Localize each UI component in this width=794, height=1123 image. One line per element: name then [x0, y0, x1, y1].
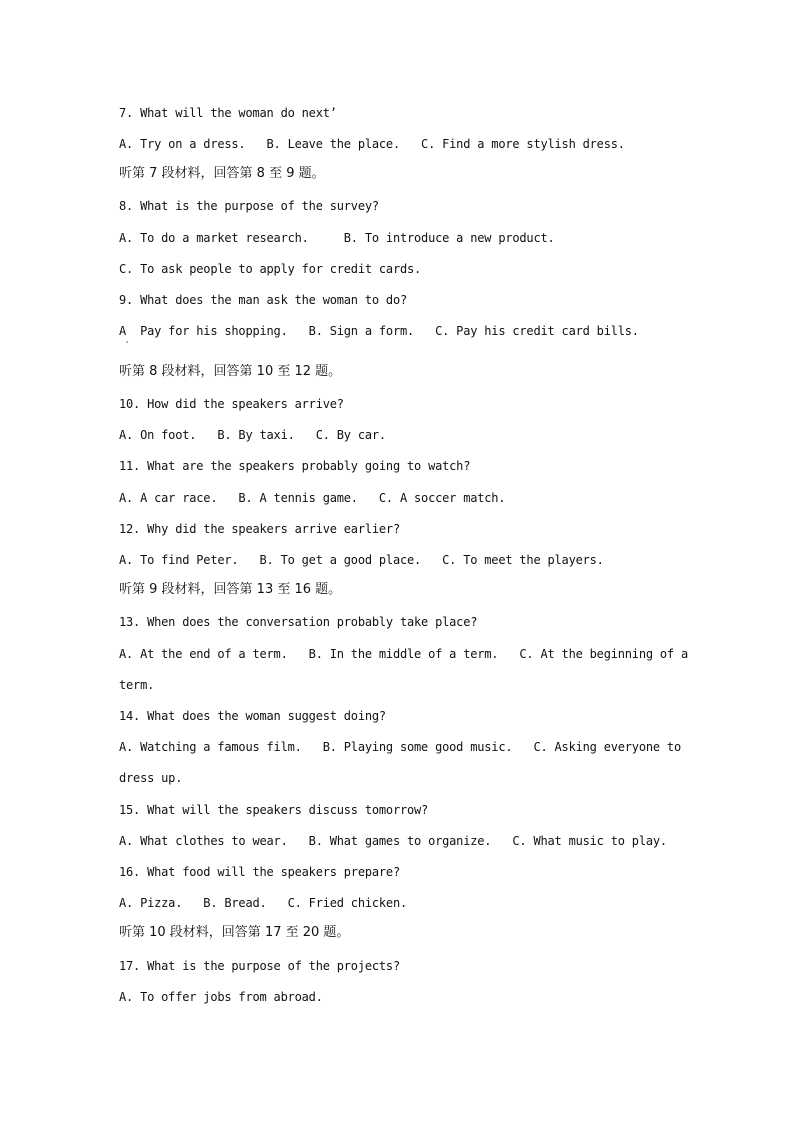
options-9: A Pay for his shopping. B. Sign a form. C. Pay his credit card bills.: [119, 324, 639, 338]
section-heading-8: 听第 8 段材料，回答第 10 至 12 题。: [119, 364, 342, 379]
options-14-continued: dress up.: [119, 771, 183, 785]
options-13: A. At the end of a term. B. In the middle of a term. C. At the beginning of a: [119, 647, 688, 661]
section-heading-9: 听第 9 段材料，回答第 13 至 16 题。: [119, 582, 342, 597]
question-10: 10. How did the speakers arrive?: [119, 397, 344, 411]
options-11: A. A car race. B. A tennis game. C. A soccer match.: [119, 491, 506, 505]
question-9: 9. What does the man ask the woman to do?: [119, 293, 408, 307]
options-14: A. Watching a famous film. B. Playing some good music. C. Asking everyone to: [119, 740, 681, 754]
question-12: 12. Why did the speakers arrive earlier?: [119, 522, 400, 536]
options-13-continued: term.: [119, 678, 155, 692]
options-8-line-2: C. To ask people to apply for credit cards.: [119, 262, 422, 276]
question-13: 13. When does the conversation probably take place?: [119, 615, 478, 629]
question-7: 7. What will the woman do next’: [119, 106, 337, 120]
question-14: 14. What does the woman suggest doing?: [119, 709, 386, 723]
options-17: A. To offer jobs from abroad.: [119, 990, 323, 1004]
question-11: 11. What are the speakers probably going to watch?: [119, 459, 471, 473]
options-16: A. Pizza. B. Bread. C. Fried chicken.: [119, 896, 408, 910]
options-8-line-1: A. To do a market research. B. To introduce a new product.: [119, 231, 555, 245]
options-10: A. On foot. B. By taxi. C. By car.: [119, 428, 386, 442]
stray-mark: ': [126, 340, 129, 349]
question-17: 17. What is the purpose of the projects?: [119, 959, 400, 973]
options-15: A. What clothes to wear. B. What games to organize. C. What music to play.: [119, 834, 667, 848]
question-15: 15. What will the speakers discuss tomorrow?: [119, 803, 429, 817]
question-16: 16. What food will the speakers prepare?: [119, 865, 400, 879]
options-7: A. Try on a dress. B. Leave the place. C. Find a more stylish dress.: [119, 137, 625, 151]
question-8: 8. What is the purpose of the survey?: [119, 199, 379, 213]
section-heading-10: 听第 10 段材料，回答第 17 至 20 题。: [119, 925, 350, 940]
options-12: A. To find Peter. B. To get a good place. C. To meet the players.: [119, 553, 604, 567]
section-heading-7: 听第 7 段材料，回答第 8 至 9 题。: [119, 166, 325, 181]
